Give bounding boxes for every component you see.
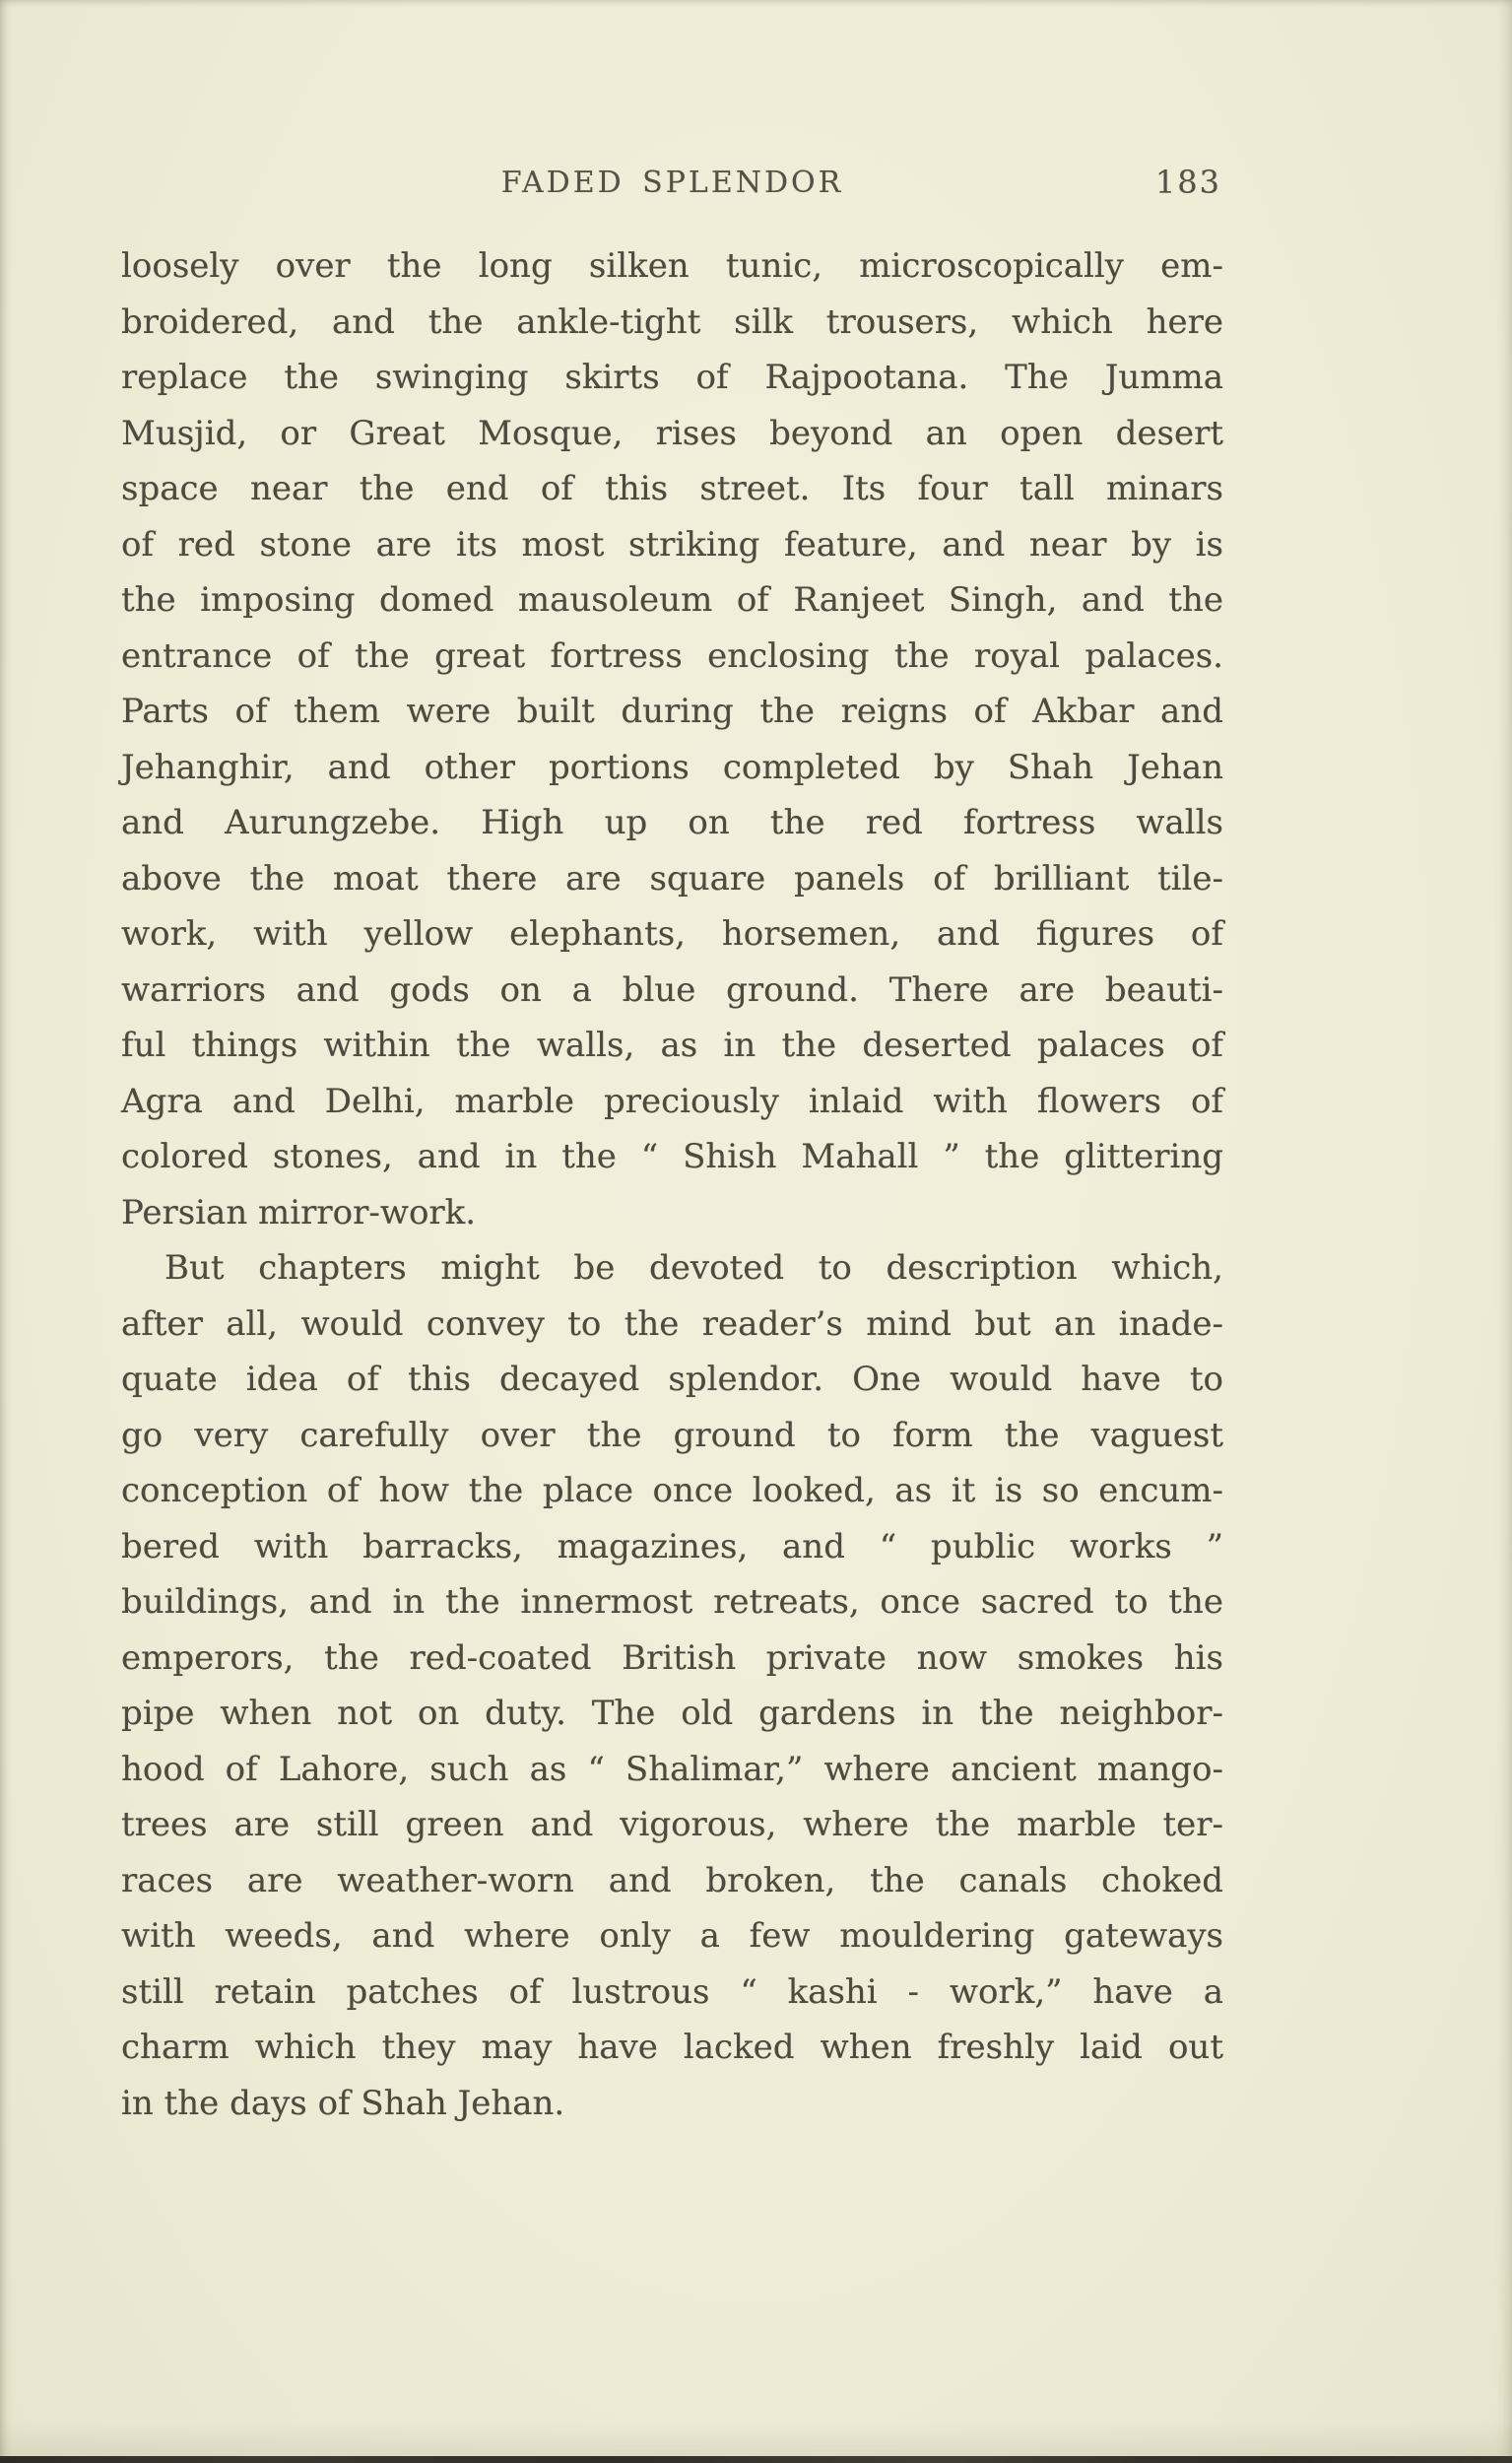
text-line: and Aurungzebe. High up on the red fortress walls bbox=[121, 803, 1223, 842]
page-bottom-shadow bbox=[0, 2421, 1512, 2456]
text-line: after all, would convey to the reader’s mind but an inade- bbox=[121, 1303, 1223, 1344]
scan-edge-strip bbox=[0, 2456, 1512, 2463]
text-line: Agra and Delhi, marble preciously inlaid with flowers of bbox=[121, 1081, 1223, 1121]
text-line: But chapters might be devoted to description which, bbox=[164, 1248, 1223, 1288]
page-title: FADED SPLENDOR bbox=[500, 166, 844, 200]
text-line: bered with barracks, magazines, and “ public works ” bbox=[121, 1526, 1223, 1566]
text-line: of red stone are its most striking feature, and near by is bbox=[121, 524, 1223, 565]
text-line: ful things within the walls, as in the deserted palaces of bbox=[121, 1026, 1223, 1065]
text-line: go very carefully over the ground to form the vaguest bbox=[121, 1415, 1223, 1455]
text-line: pipe when not on duty. The old gardens in the neighbor- bbox=[121, 1694, 1223, 1733]
text-line: work, with yellow elephants, horsemen, and figures of bbox=[121, 914, 1223, 954]
text-line: Persian mirror-work. bbox=[121, 1192, 477, 1232]
text-line: replace the swinging skirts of Rajpootana. The Jumma bbox=[121, 358, 1223, 397]
text-line: broidered, and the ankle-tight silk trousers, which here bbox=[121, 301, 1223, 342]
text-line: the imposing domed mausoleum of Ranjeet Singh, and the bbox=[121, 580, 1223, 620]
text-line: entrance of the great fortress enclosing the royal palaces. bbox=[121, 635, 1223, 676]
text-line: with weeds, and where only a few mouldering gateways bbox=[121, 1916, 1223, 1956]
text-line: in the days of Shah Jehan. bbox=[121, 2083, 565, 2123]
text-line: trees are still green and vigorous, where the marble ter- bbox=[121, 1805, 1223, 1844]
text-line: space near the end of this street. Its four tall minars bbox=[121, 469, 1223, 508]
page-number: 183 bbox=[1154, 164, 1221, 201]
page-body-text bbox=[121, 238, 1223, 2131]
text-line: Parts of them were built during the reigns of Akbar and bbox=[121, 692, 1223, 731]
text-line: loosely over the long silken tunic, microscopically em- bbox=[121, 246, 1223, 286]
text-line: races are weather-worn and broken, the canals choked bbox=[121, 1860, 1223, 1900]
text-line: still retain patches of lustrous “ kashi - work,” have a bbox=[121, 1971, 1223, 2012]
text-line: buildings, and in the innermost retreats, once sacred to the bbox=[121, 1582, 1223, 1622]
text-line: hood of Lahore, such as “ Shalimar,” where ancient mango- bbox=[121, 1749, 1223, 1789]
running-header bbox=[121, 166, 1223, 205]
text-line: warriors and gods on a blue ground. There are beauti- bbox=[121, 969, 1223, 1010]
text-line: above the moat there are square panels of brilliant tile- bbox=[121, 858, 1223, 899]
text-line: Jehanghir, and other portions completed by Shah Jehan bbox=[121, 747, 1223, 787]
text-line: charm which they may have lacked when freshly laid out bbox=[121, 2028, 1223, 2067]
text-line: Musjid, or Great Mosque, rises beyond an open desert bbox=[121, 413, 1223, 453]
text-line: quate idea of this decayed splendor. One would have to bbox=[121, 1360, 1223, 1399]
text-line: conception of how the place once looked, as it is so encum- bbox=[121, 1471, 1223, 1510]
text-line: emperors, the red-coated British private now smokes his bbox=[121, 1637, 1223, 1678]
text-line: colored stones, and in the “ Shish Mahall ” the glittering bbox=[121, 1137, 1223, 1176]
